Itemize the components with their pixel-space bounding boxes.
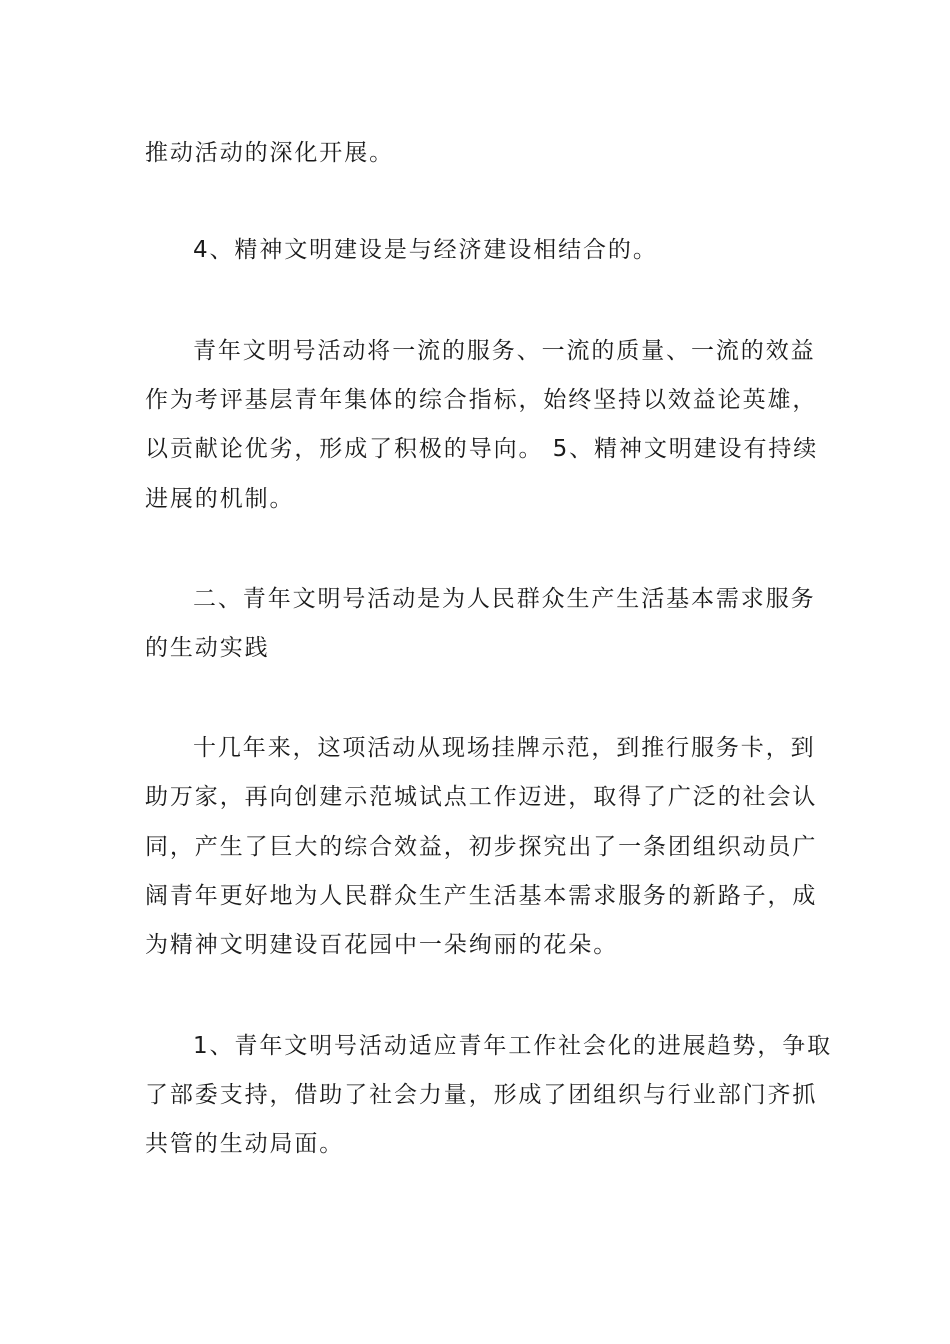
paragraph-line: 同，产生了巨大的综合效益，初步探究出了一条团组织动员广 — [145, 834, 818, 860]
paragraph-line: 以贡献论优劣，形成了积极的导向。 5、精神文明建设有持续 — [145, 436, 819, 462]
paragraph-line: 4、精神文明建设是与经济建设相结合的。 — [193, 237, 658, 263]
paragraph-line: 阔青年更好地为人民群众生产生活基本需求服务的新路子，成 — [145, 883, 818, 909]
paragraph-line: 1、青年文明号活动适应青年工作社会化的进展趋势，争取 — [193, 1033, 833, 1059]
paragraph-line: 青年文明号活动将一流的服务、一流的质量、一流的效益 — [193, 338, 816, 364]
paragraph-line: 进展的机制。 — [145, 486, 295, 512]
section-heading-line: 二、青年文明号活动是为人民群众生产生活基本需求服务 — [193, 586, 816, 612]
paragraph-line: 共管的生动局面。 — [145, 1131, 345, 1157]
paragraph-line: 了部委支持，借助了社会力量，形成了团组织与行业部门齐抓 — [145, 1082, 818, 1108]
section-heading-line: 的生动实践 — [145, 635, 270, 661]
paragraph-line: 助万家，再向创建示范城试点工作迈进，取得了广泛的社会认 — [145, 784, 818, 810]
paragraph-line: 为精神文明建设百花园中一朵绚丽的花朵。 — [145, 932, 619, 958]
paragraph-line: 推动活动的深化开展。 — [145, 140, 394, 166]
paragraph-line: 作为考评基层青年集体的综合指标，始终坚持以效益论英雄， — [145, 387, 818, 413]
paragraph-line: 十几年来，这项活动从现场挂牌示范，到推行服务卡，到 — [193, 735, 816, 761]
